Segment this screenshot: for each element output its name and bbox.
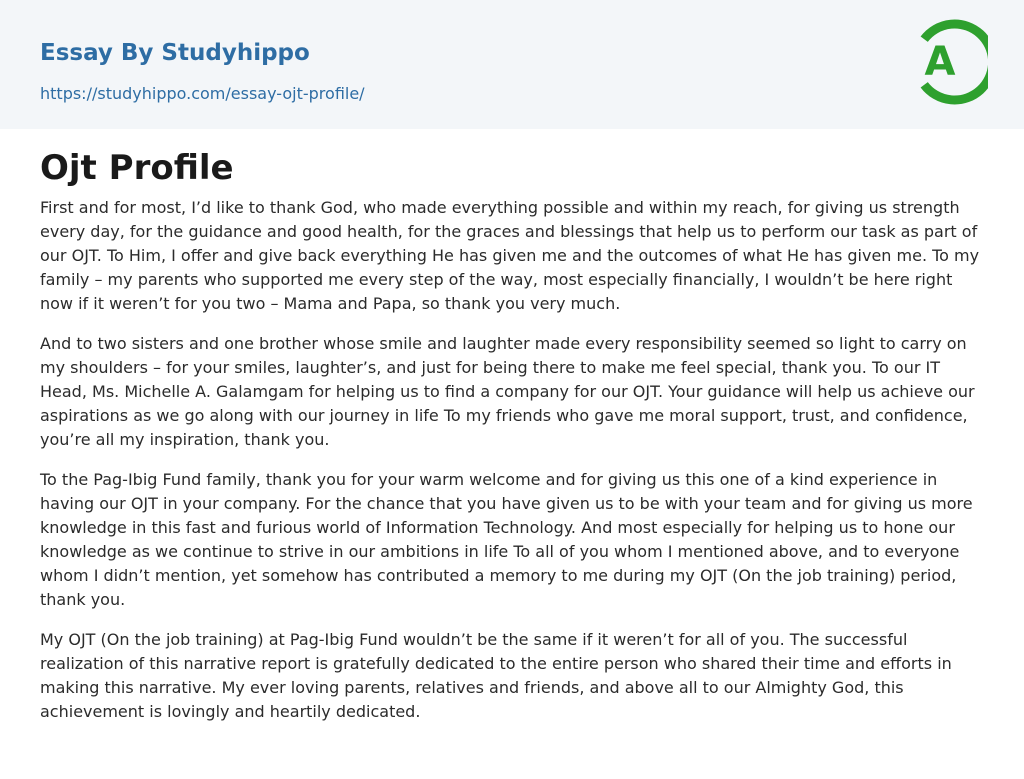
logo-letter: A (924, 39, 956, 85)
studyhippo-logo-icon[interactable] (910, 18, 988, 106)
essay-paragraph: First and for most, I’d like to thank God, who made everything possible and within my reach, for giving us strength every day, for the guidance and good health, for the graces and blessings that help us to perform our task as part of our OJT. To Him, I offer and give back everything He has given me and the outcomes of what He has given me. To my family – my parents who supported me every step of the way, most especially financially, I wouldn’t be here right now if it weren’t for you two – Mama and Papa, so thank you very much. (40, 198, 980, 313)
essay-paragraph: And to two sisters and one brother whose smile and laughter made every responsibility seemed so light to carry on my shoulders – for your smiles, laughter’s, and just for being there to make me feel special, thank you. To our IT Head, Ms. Michelle A. Galamgam for helping us to find a company for our OJT. Your guidance will help us achieve our aspirations as we go along with our journey in life To my friends who gave me moral support, trust, and confidence, you’re all my inspiration, thank you. (40, 334, 975, 449)
essay-paragraph: To the Pag-Ibig Fund family, thank you for your warm welcome and for giving us this one of a kind experience in having our OJT in your company. For the chance that you have given us to be with your team and for giving us more knowledge in this fast and furious world of Information Technology. And most especially for helping us to hone our knowledge as we continue to strive in our ambitions in life To all of you whom I mentioned above, and to everyone whom I didn’t mention, yet somehow has contributed a memory to me during my OJT (On the job training) period, thank you. (40, 470, 973, 609)
site-title[interactable]: Essay By Studyhippo (40, 40, 310, 66)
essay-paragraph: My OJT (On the job training) at Pag-Ibig Fund wouldn’t be the same if it weren’t for all of you. The successful realization of this narrative report is gratefully dedicated to the entire person who shared their time and efforts in making this narrative. My ever loving parents, relatives and friends, and above all to our Almighty God, this achievement is lovingly and heartily dedicated. (40, 630, 952, 721)
page-url-link[interactable]: https://studyhippo.com/essay-ojt-profile/ (40, 84, 365, 103)
essay-content (40, 146, 985, 740)
essay-title: Ojt Profile (40, 148, 234, 188)
page-header (0, 0, 1024, 129)
